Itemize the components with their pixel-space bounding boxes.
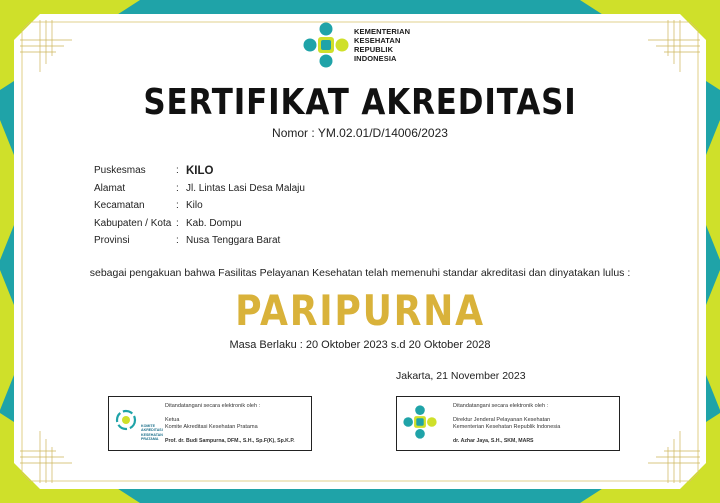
certificate-title: SERTIFIKAT AKREDITASI xyxy=(143,82,577,123)
accreditation-grade: PARIPURNA xyxy=(235,286,485,335)
signer-role: Ketua Komite Akreditasi Kesehatan Pratama xyxy=(165,417,258,430)
dirjen-logo xyxy=(403,405,437,444)
accreditation-statement: sebagai pengakuan bahwa Fasilitas Pelayanan Kesehatan telah memenuhi standar akreditasi dan dinyatakan lulus : xyxy=(89,267,631,279)
signature-box-komite xyxy=(108,396,312,451)
komite-logo xyxy=(115,409,163,442)
place-date: Jakarta, 21 November 2023 xyxy=(396,370,526,382)
facility-info xyxy=(94,162,305,250)
komite-akreditasi-logo-icon xyxy=(115,409,137,431)
kemenkes-logo-text: KEMENTERIAN KESEHATAN REPUBLIK INDONESIA xyxy=(354,27,411,63)
signer-name: Prof. dr. Budi Sampurna, DFM., S.H., Sp.F(K), Sp.K.P. xyxy=(165,438,295,444)
info-row-provinsi: Provinsi : Nusa Tenggara Barat xyxy=(94,235,281,247)
signature-box-dirjen xyxy=(396,396,620,451)
signer-name: dr. Azhar Jaya, S.H., SKM, MARS xyxy=(453,438,534,444)
puskesmas-name: KILO xyxy=(186,164,214,177)
kemenkes-logo-icon xyxy=(403,405,437,439)
kemenkes-logo-icon xyxy=(303,22,349,68)
kemenkes-logo xyxy=(303,22,410,68)
signature-heading: Ditandatangani secara elektronik oleh : xyxy=(453,403,549,409)
certificate-number: Nomor : YM.02.01/D/14006/2023 xyxy=(272,126,448,140)
validity-period: Masa Berlaku : 20 Oktober 2023 s.d 20 Oktober 2028 xyxy=(229,339,491,351)
info-row-kabupaten: Kabupaten / Kota : Kab. Dompu xyxy=(94,217,242,229)
signature-heading: Ditandatangani secara elektronik oleh : xyxy=(165,403,261,409)
info-row-alamat: Alamat : Jl. Lintas Lasi Desa Malaju xyxy=(94,182,305,194)
komite-logo-text: KOMITE AKREDITASI KESEHATAN PRATAMA xyxy=(141,424,163,442)
info-row-kecamatan: Kecamatan : Kilo xyxy=(94,200,203,212)
signer-role: Direktur Jenderal Pelayanan Kesehatan Kementerian Kesehatan Republik Indonesia xyxy=(453,417,561,430)
info-row-puskesmas: Puskesmas : KILO xyxy=(94,164,214,177)
